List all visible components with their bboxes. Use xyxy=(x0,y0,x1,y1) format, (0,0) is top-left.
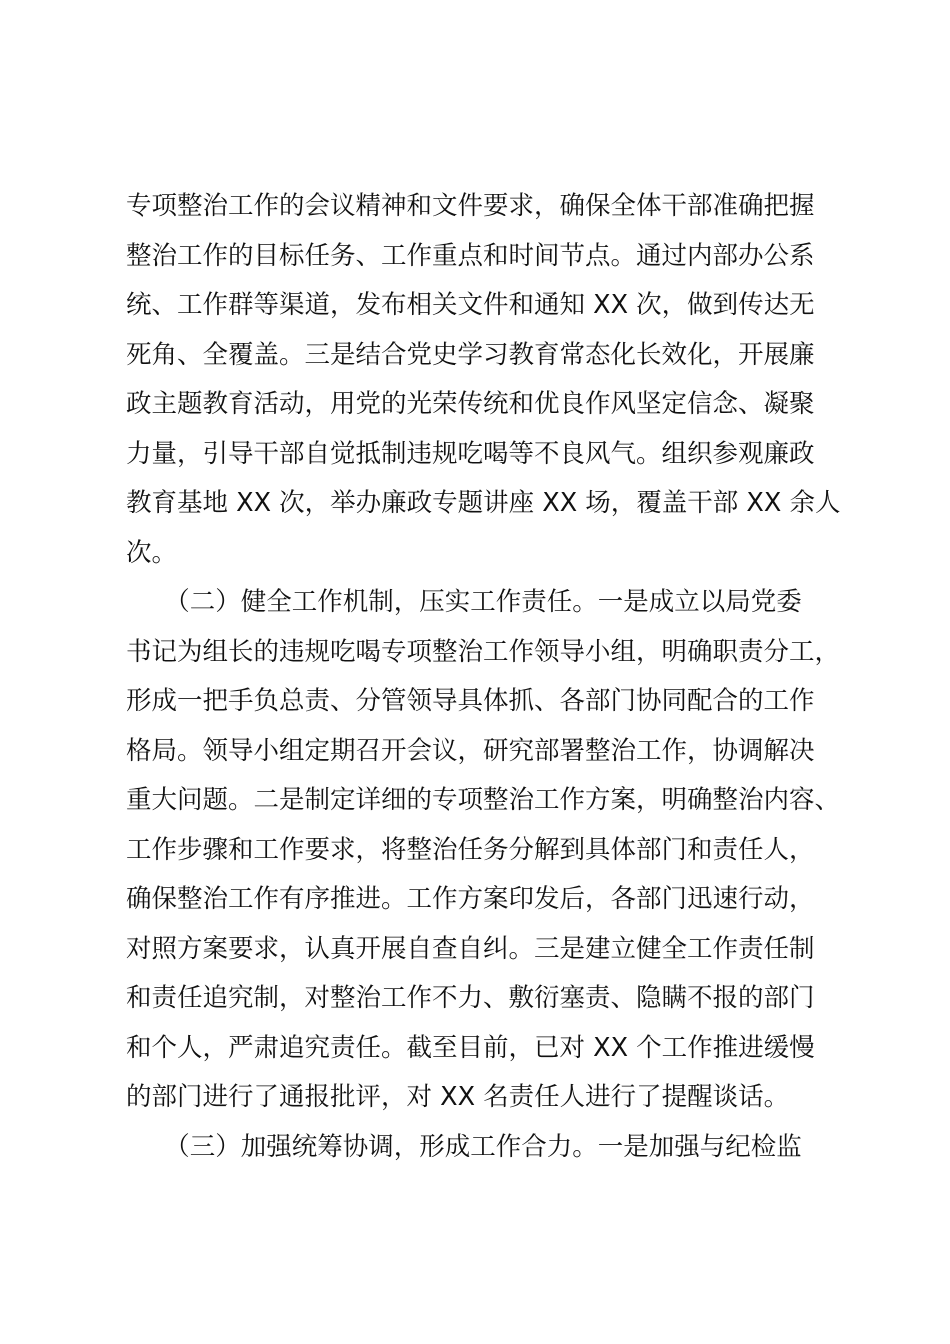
body-text xyxy=(126,182,846,1172)
text-line: 次。 xyxy=(126,537,178,568)
text-line: 格局。领导小组定期召开会议，研究部署整治工作，协调解决 xyxy=(126,735,815,766)
text-line: 整治工作的目标任务、工作重点和时间节点。通过内部办公系 xyxy=(126,240,815,271)
text-line: 死角、全覆盖。三是结合党史学习教育常态化长效化，开展廉 xyxy=(126,339,815,370)
section-heading-line: （二）健全工作机制，压实工作责任。一是成立以局党委 xyxy=(126,587,802,617)
text-line: 确保整治工作有序推进。工作方案印发后，各部门迅速行动， xyxy=(126,884,815,914)
text-line: 和责任追究制，对整治工作不力、敷衍塞责、隐瞒不报的部门 xyxy=(126,983,815,1013)
text-line: 工作步骤和工作要求，将整治任务分解到具体部门和责任人， xyxy=(126,834,815,865)
text-line: 教育基地 XX 次，举办廉政专题讲座 XX 场，覆盖干部 XX 余人 xyxy=(126,488,841,518)
text-line: 对照方案要求，认真开展自查自纠。三是建立健全工作责任制 xyxy=(126,933,815,964)
text-line: 书记为组长的违规吃喝专项整治工作领导小组，明确职责分工， xyxy=(126,636,841,667)
text-line: 形成一把手负总责、分管领导具体抓、各部门协同配合的工作 xyxy=(126,686,815,716)
section-heading-line: （三）加强统筹协调，形成工作合力。一是加强与纪检监 xyxy=(126,1131,802,1162)
text-line: 专项整治工作的会议精神和文件要求，确保全体干部准确把握 xyxy=(126,191,815,221)
text-line: 重大问题。二是制定详细的专项整治工作方案，明确整治内容、 xyxy=(126,785,841,815)
text-line: 政主题教育活动，用党的光荣传统和优良作风坚定信念、凝聚 xyxy=(126,389,815,419)
text-line: 和个人，严肃追究责任。截至目前，已对 XX 个工作推进缓慢 xyxy=(126,1032,815,1063)
text-line: 统、工作群等渠道，发布相关文件和通知 XX 次，做到传达无 xyxy=(126,290,815,320)
text-line: 力量，引导干部自觉抵制违规吃喝等不良风气。组织参观廉政 xyxy=(126,438,815,469)
text-line: 的部门进行了通报批评，对 XX 名责任人进行了提醒谈话。 xyxy=(126,1082,790,1112)
